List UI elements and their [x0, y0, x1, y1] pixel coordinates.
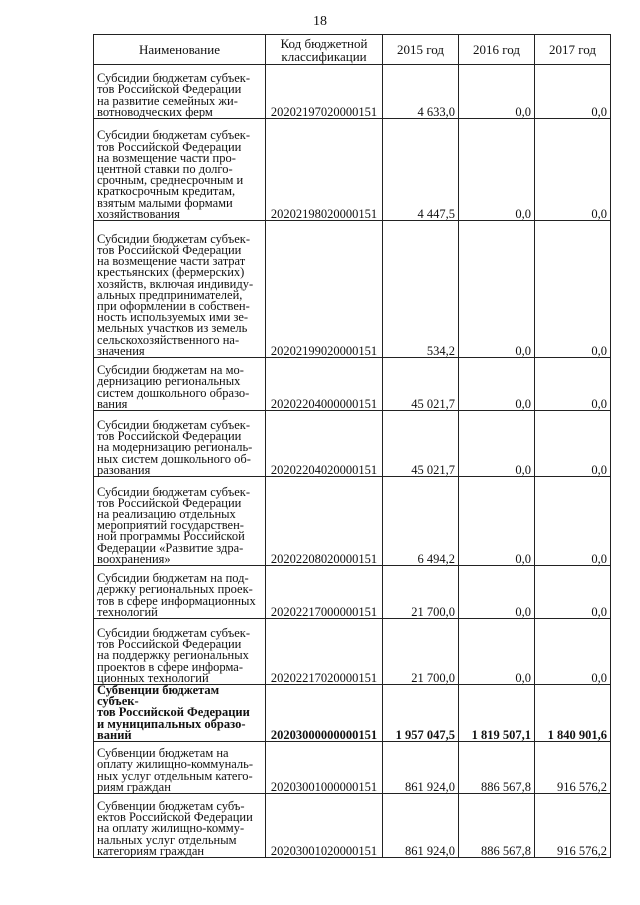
row-name: Субсидии бюджетам субъек- тов Российской Федерации на реализацию отдельных мероприятий государствен- ной программы Российской Федерации «Развитие здра- воохранения» [94, 477, 266, 566]
row-code: 20202204020000151 [266, 411, 383, 477]
row-name: Субсидии бюджетам на под- держку региональных проек- тов в сфере информационных технологий [94, 566, 266, 619]
table-row [94, 119, 611, 221]
row-name: Субсидии бюджетам субъек- тов Российской Федерации на поддержку региональных проектов в сфере информа- ционных технологий [94, 619, 266, 685]
row-2016: 886 567,8 [459, 794, 535, 858]
row-2015: 861 924,0 [383, 794, 459, 858]
header-2017: 2017 год [535, 35, 611, 65]
row-code: 20203001000000151 [266, 742, 383, 794]
budget-table [93, 34, 611, 858]
row-2015: 45 021,7 [383, 411, 459, 477]
row-2016: 0,0 [459, 65, 535, 119]
row-name: Субсидии бюджетам субъек- тов Российской Федерации на возмещение части про- центной ставки по долго- срочным, среднесрочным и краткосрочным кредитам, взятым малыми формами хозяйствования [94, 119, 266, 221]
row-name: Субсидии бюджетам субъек- тов Российской Федерации на возмещение части затрат крестьянских (фермерских) хозяйств, включая индивиду- альных предпринимателей, при оформлении в собствен- ность используемых ими зе- мельных участков из земель сельскохозяйственного на- значения [94, 221, 266, 358]
page-number: 18 [313, 14, 327, 29]
table-row [94, 742, 611, 794]
row-2016: 0,0 [459, 221, 535, 358]
row-2017: 0,0 [535, 566, 611, 619]
row-2015: 534,2 [383, 221, 459, 358]
row-2015: 45 021,7 [383, 358, 459, 411]
row-2016: 0,0 [459, 358, 535, 411]
header-row [94, 35, 611, 65]
row-2016: 1 819 507,1 [459, 685, 535, 742]
row-code: 20203000000000151 [266, 685, 383, 742]
row-code: 20202197020000151 [266, 65, 383, 119]
row-2017: 0,0 [535, 119, 611, 221]
row-name: Субсидии бюджетам на мо- дернизацию региональных систем дошкольного образо- вания [94, 358, 266, 411]
row-2017: 916 576,2 [535, 742, 611, 794]
row-2015: 6 494,2 [383, 477, 459, 566]
row-2016: 0,0 [459, 411, 535, 477]
row-code: 20202217020000151 [266, 619, 383, 685]
row-name: Субвенции бюджетам на оплату жилищно-коммуналь- ных услуг отдельным катего- риям граждан [94, 742, 266, 794]
row-name: Субсидии бюджетам субъек- тов Российской Федерации на модернизацию региональ- ных систем дошкольного об- разования [94, 411, 266, 477]
row-code: 20202204000000151 [266, 358, 383, 411]
table-row [94, 358, 611, 411]
row-code: 20202198020000151 [266, 119, 383, 221]
row-name: Субвенции бюджетам субъ- ектов Российской Федерации на оплату жилищно-комму- нальных услуг отдельным категориям граждан [94, 794, 266, 858]
row-name: Субсидии бюджетам субъек- тов Российской Федерации на развитие семейных жи- вотноводческих ферм [94, 65, 266, 119]
row-2015: 21 700,0 [383, 566, 459, 619]
header-2016: 2016 год [459, 35, 535, 65]
header-name: Наименование [94, 35, 266, 65]
table-row [94, 65, 611, 119]
table-row [94, 221, 611, 358]
table-row [94, 619, 611, 685]
header-code: Код бюджетной классификации [266, 35, 383, 65]
table-row-total [94, 685, 611, 742]
header-2015: 2015 год [383, 35, 459, 65]
row-code: 20202199020000151 [266, 221, 383, 358]
row-2017: 1 840 901,6 [535, 685, 611, 742]
row-2015: 4 633,0 [383, 65, 459, 119]
row-2016: 0,0 [459, 477, 535, 566]
row-2015: 1 957 047,5 [383, 685, 459, 742]
row-2017: 0,0 [535, 619, 611, 685]
row-name: Субвенции бюджетам субъек- тов Российской Федерации и муниципальных образо- ваний [94, 685, 266, 742]
row-2017: 916 576,2 [535, 794, 611, 858]
table-row [94, 794, 611, 858]
row-2016: 886 567,8 [459, 742, 535, 794]
table-row [94, 411, 611, 477]
row-2015: 861 924,0 [383, 742, 459, 794]
row-2017: 0,0 [535, 221, 611, 358]
row-code: 20203001020000151 [266, 794, 383, 858]
row-2016: 0,0 [459, 566, 535, 619]
table-row [94, 477, 611, 566]
row-2017: 0,0 [535, 477, 611, 566]
row-2016: 0,0 [459, 119, 535, 221]
table-row [94, 566, 611, 619]
row-2017: 0,0 [535, 358, 611, 411]
row-2015: 21 700,0 [383, 619, 459, 685]
row-2016: 0,0 [459, 619, 535, 685]
row-2017: 0,0 [535, 65, 611, 119]
row-code: 20202217000000151 [266, 566, 383, 619]
row-2017: 0,0 [535, 411, 611, 477]
row-code: 20202208020000151 [266, 477, 383, 566]
row-2015: 4 447,5 [383, 119, 459, 221]
